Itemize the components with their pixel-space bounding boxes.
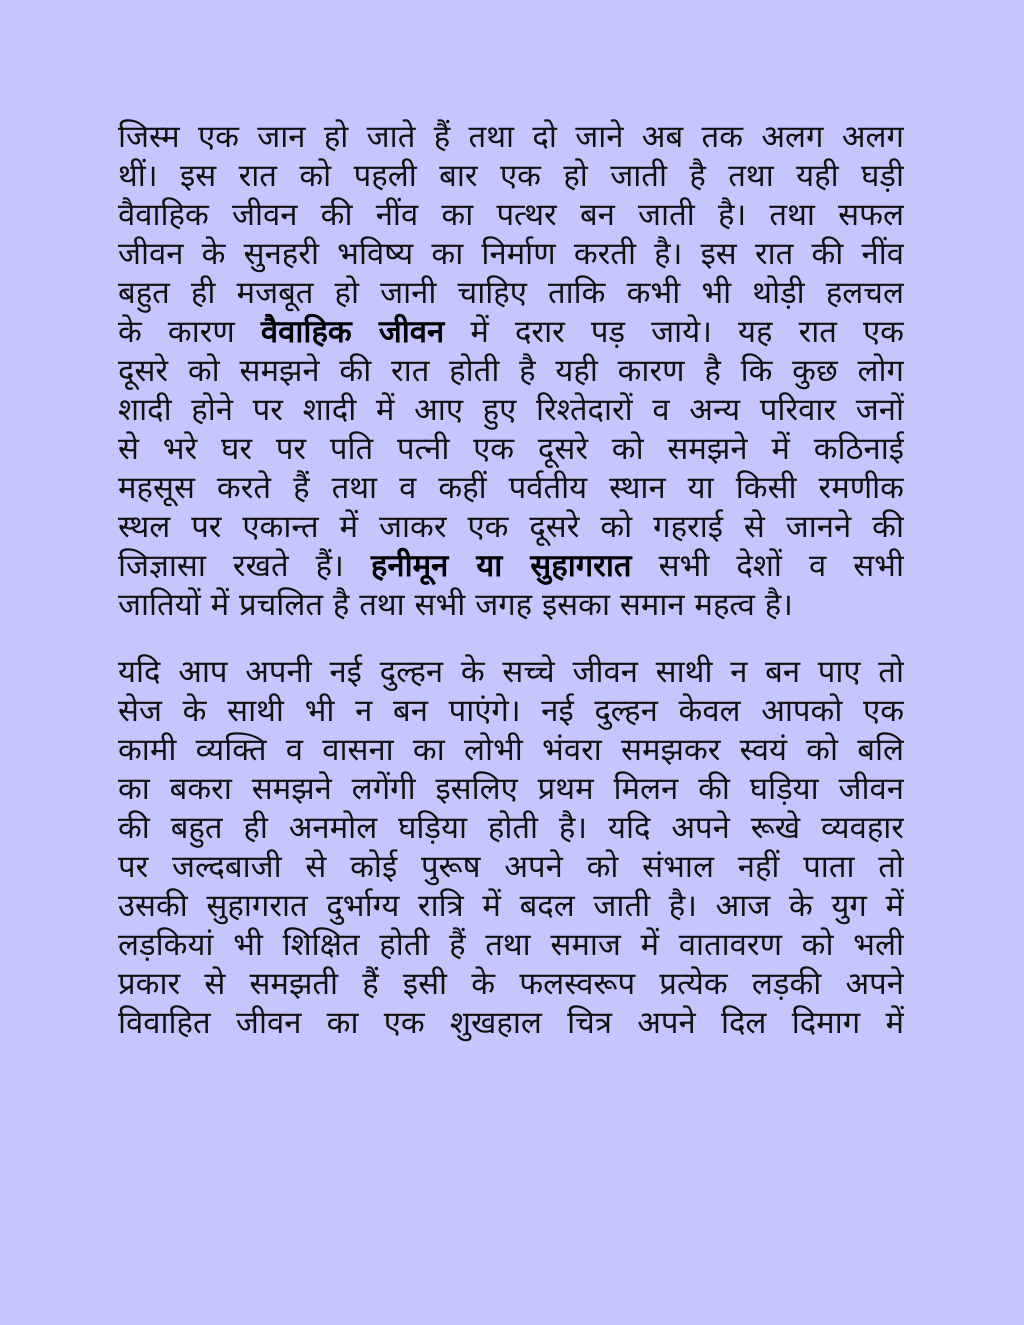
paragraph-2: [118, 653, 904, 1043]
text-line: उसकी सुहागरात दुर्भाग्य रात्रि में बदल जाती है। आज के युग में: [118, 888, 904, 924]
text-line: सेज के साथी भी न बन पाएंगे। नई दुल्हन केवल आपको एक: [118, 693, 904, 729]
text-line: [118, 313, 904, 352]
bold-phrase-married-life: वैवाहिक जीवन: [260, 314, 445, 350]
text-line: कामी व्यक्ति व वासना का लोभी भंवरा समझकर स्वयं को बलि: [118, 732, 904, 768]
text-line: शादी होने पर शादी में आए हुए रिश्तेदारों व अन्य परिवार जनों: [118, 392, 904, 428]
document-page: [118, 118, 904, 1043]
bold-phrase-honeymoon: हनीमून या सुहागरात: [370, 548, 632, 584]
text-line: दूसरे को समझने की रात होती है यही कारण है कि कुछ लोग: [118, 353, 904, 389]
text-line: प्रकार से समझती हैं इसी के फलस्वरूप प्रत्येक लड़की अपने: [118, 966, 904, 1002]
text-line: की बहुत ही अनमोल घड़िया होती है। यदि अपने रूखे व्यवहार: [118, 810, 904, 846]
text-line: वैवाहिक जीवन की नींव का पत्थर बन जाती है। तथा सफल: [118, 197, 904, 233]
text-line: [118, 547, 904, 586]
text-segment: सभी देशों व सभी: [631, 548, 904, 584]
text-line: बहुत ही मजबूत हो जानी चाहिए ताकि कभी भी थोड़ी हलचल: [118, 275, 904, 311]
paragraph-1: [118, 118, 904, 625]
text-line: यदि आप अपनी नई दुल्हन के सच्चे जीवन साथी न बन पाए तो: [118, 654, 904, 690]
text-line: जीवन के सुनहरी भविष्य का निर्माण करती है। इस रात की नींव: [118, 236, 904, 272]
text-segment: जिज्ञासा रखते हैं।: [118, 548, 371, 584]
text-line: का बकरा समझने लगेंगी इसलिए प्रथम मिलन की घड़िया जीवन: [118, 771, 904, 807]
text-segment: के कारण: [118, 314, 261, 350]
text-line: जिस्म एक जान हो जाते हैं तथा दो जाने अब तक अलग अलग: [118, 119, 904, 155]
text-line: जातियों में प्रचलित है तथा सभी जगह इसका समान महत्व है।: [118, 587, 793, 623]
text-line: स्थल पर एकान्त में जाकर एक दूसरे को गहराई से जानने की: [118, 509, 904, 545]
text-line: महसूस करते हैं तथा व कहीं पर्वतीय स्थान या किसी रमणीक: [118, 470, 904, 506]
text-line: लड़कियां भी शिक्षित होती हैं तथा समाज में वातावरण को भली: [118, 927, 904, 963]
text-line: से भरे घर पर पति पत्नी एक दूसरे को समझने में कठिनाई: [118, 431, 904, 467]
text-segment: में दरार पड़ जाये। यह रात एक: [444, 314, 904, 350]
text-line: विवाहित जीवन का एक शुखहाल चित्र अपने दिल दिमाग में: [118, 1005, 904, 1041]
text-line: थीं। इस रात को पहली बार एक हो जाती है तथा यही घड़ी: [118, 158, 904, 194]
text-line: पर जल्दबाजी से कोई पुरूष अपने को संभाल नहीं पाता तो: [118, 849, 904, 885]
